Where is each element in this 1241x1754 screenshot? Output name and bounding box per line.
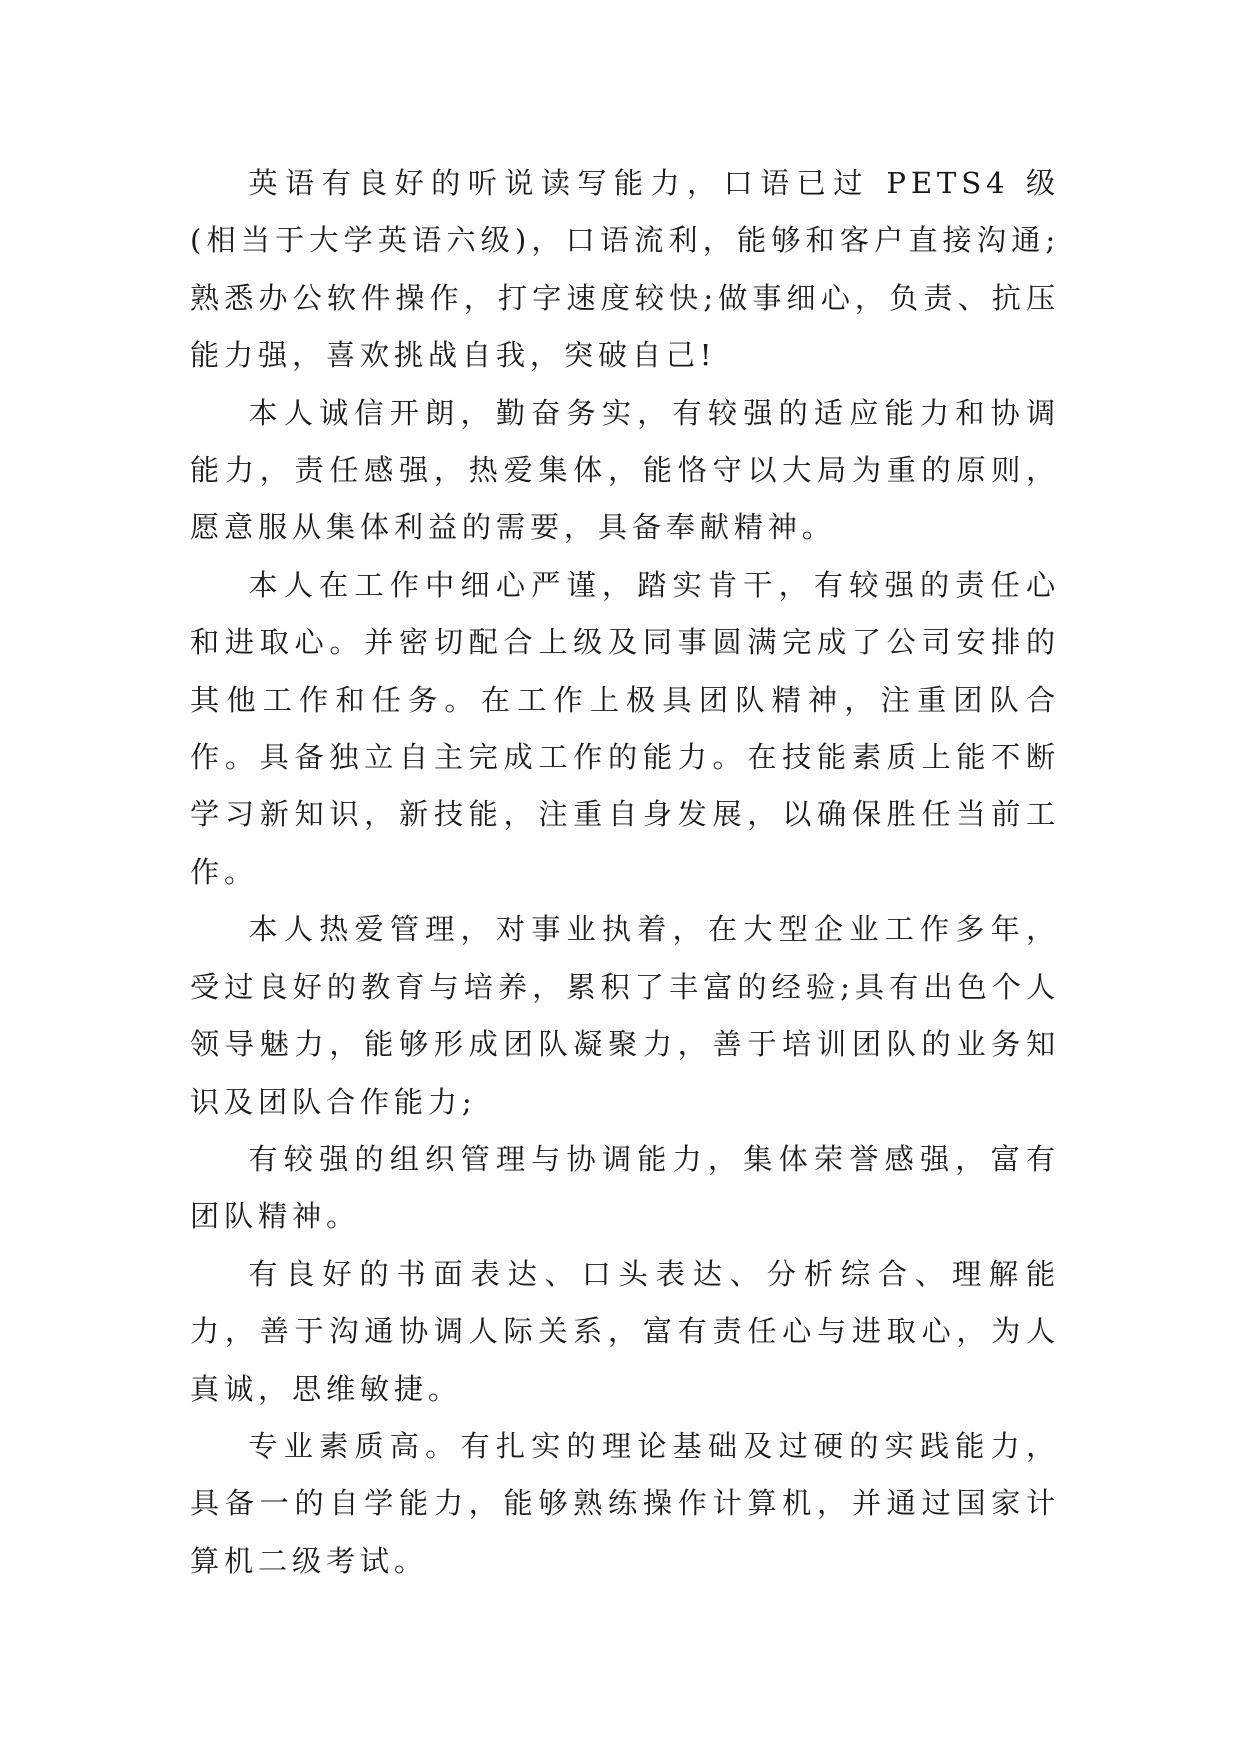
- document-body: [190, 155, 1060, 1590]
- paragraph-organization: 有较强的组织管理与协调能力，集体荣誉感强，富有团队精神。: [190, 1141, 1060, 1234]
- paragraph-personality: 本人诚信开朗，勤奋务实，有较强的适应能力和协调能力，责任感强，热爱集体，能恪守以大局为重的原则，愿意服从集体利益的需要，具备奉献精神。: [190, 395, 1060, 545]
- paragraph-communication: 有良好的书面表达、口头表达、分析综合、理解能力，善于沟通协调人际关系，富有责任心与进取心，为人真诚，思维敏捷。: [190, 1256, 1060, 1406]
- paragraph-management: 本人热爱管理，对事业执着，在大型企业工作多年，受过良好的教育与培养，累积了丰富的经验;具有出色个人领导魅力，能够形成团队凝聚力，善于培训团队的业务知识及团队合作能力;: [190, 912, 1060, 1119]
- paragraph-work-attitude: 本人在工作中细心严谨，踏实肯干，有较强的责任心和进取心。并密切配合上级及同事圆满完成了公司安排的其他工作和任务。在工作上极具团队精神，注重团队合作。具备独立自主完成工作的能力。在技能素质上能不断学习新知识，新技能，注重自身发展，以确保胜任当前工作。: [190, 567, 1060, 889]
- paragraph-professional: 专业素质高。有扎实的理论基础及过硬的实践能力，具备一的自学能力，能够熟练操作计算机，并通过国家计算机二级考试。: [190, 1428, 1060, 1578]
- paragraph-english-skills: 英语有良好的听说读写能力，口语已过 PETS4 级(相当于大学英语六级)，口语流利，能够和客户直接沟通;熟悉办公软件操作，打字速度较快;做事细心，负责、抗压能力强，喜欢挑战自我，突破自己!: [190, 166, 1060, 373]
